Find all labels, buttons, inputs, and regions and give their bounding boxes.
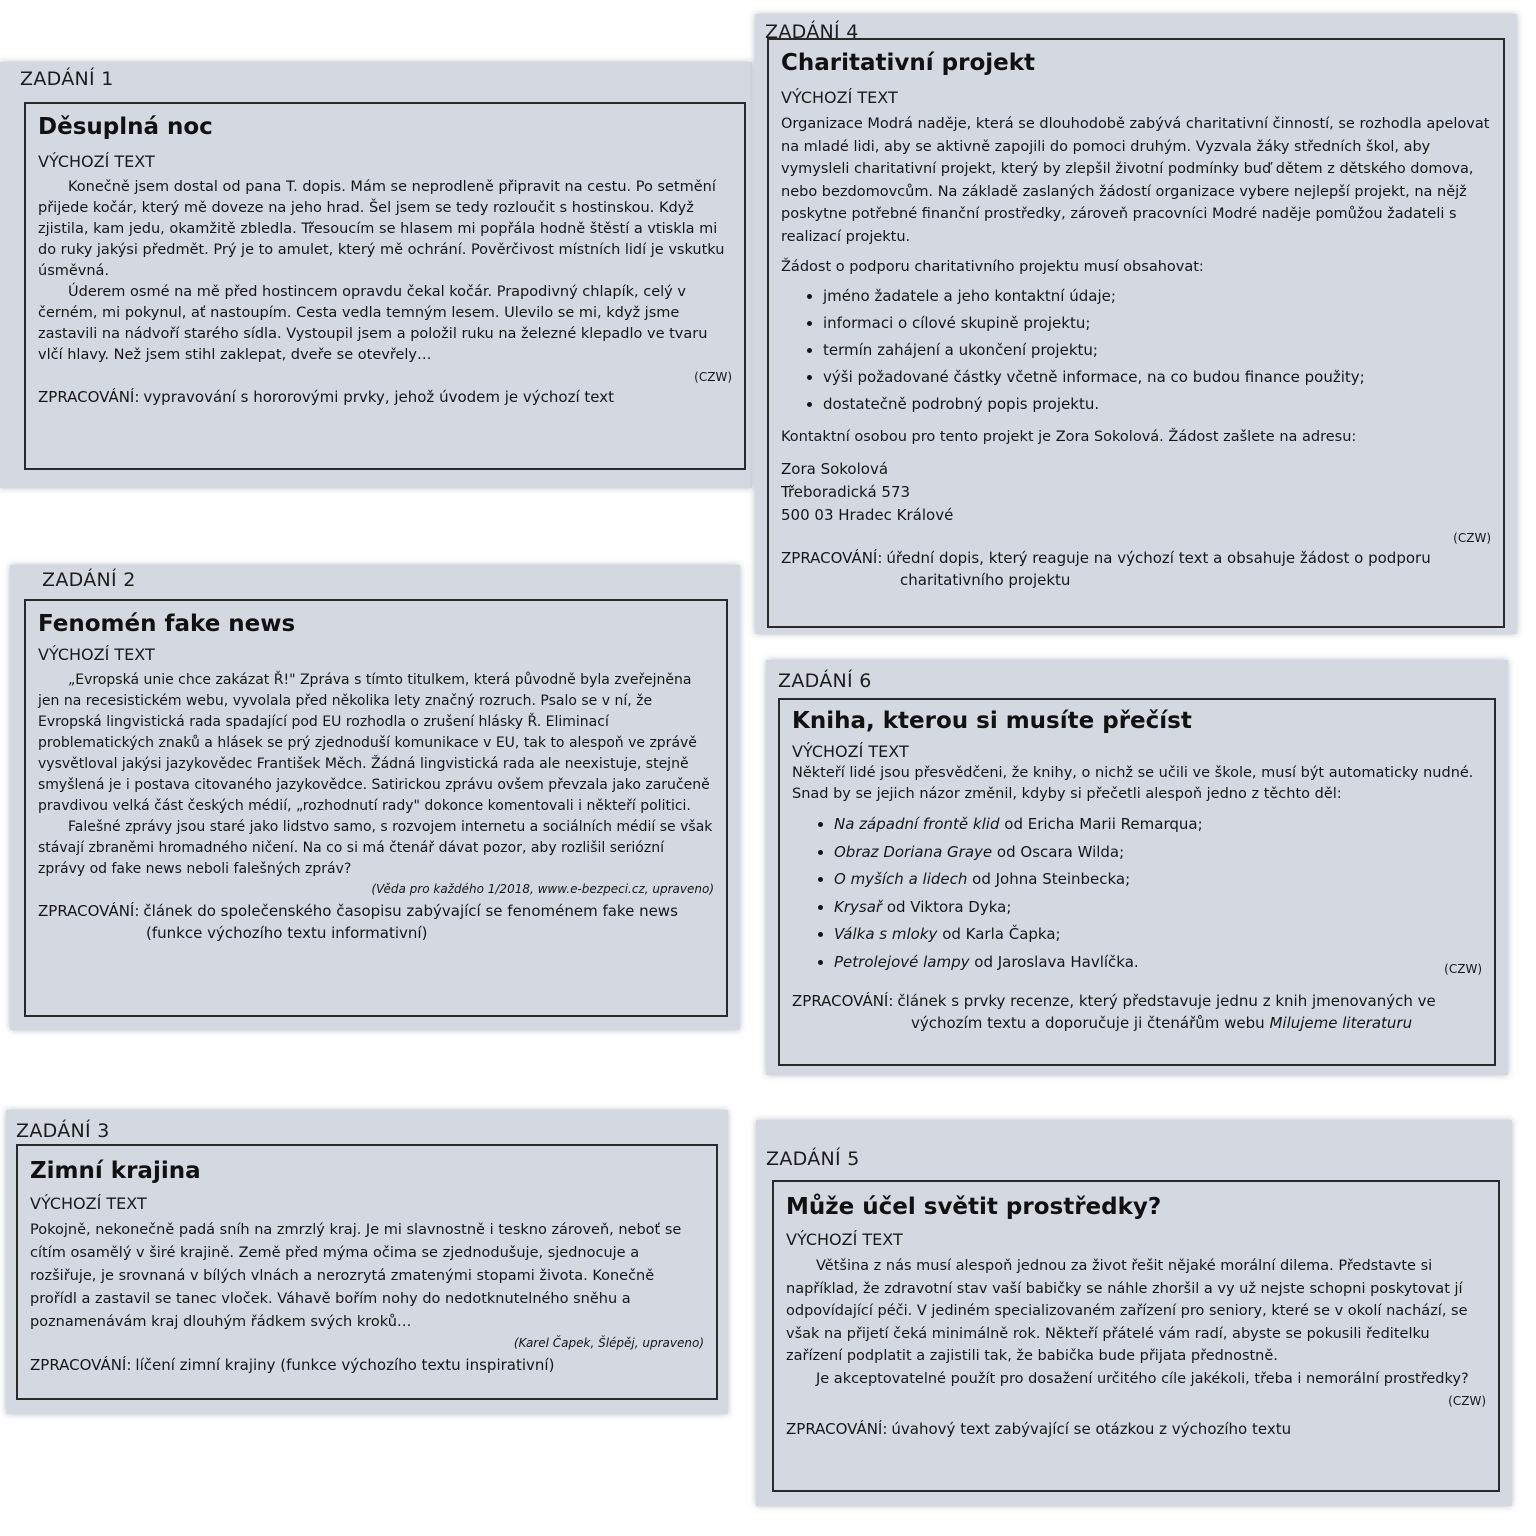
card-zadani-3 bbox=[6, 1110, 728, 1414]
source-paragraph: Většina z nás musí alespoň jednou za život řešit nějaké morální dilema. Představte si například, že zdravotní stav vaší babičky se náhle zhoršil a vy už nejste schopni poskytovat jí odpovídající péči. V jediném specializovaném zařízení pro seniory, které se v okolí nachází, se však na přijetí čeká minimálně rok. Někteří přátelé vám radí, abyste se pokusili ředitelku zařízení podplatit a zajistili tak, že babička bude přijata přednostně. bbox=[786, 1258, 1468, 1364]
source-paragraph: Falešné zprávy jsou staré jako lidstvo samo, s rozvojem internetu a sociálních médií se však stávají zbraněmi hromadného ničení. Na co si má čtenář dávat pozor, aby rozlišil seriózní zprávy od fake news neboli falešných zpráv? bbox=[38, 819, 713, 877]
processing-instruction bbox=[30, 1354, 704, 1376]
source-paragraph: Je akceptovatelné použít pro dosažení určitého cíle jakékoli, třeba i nemorální prostředky? bbox=[816, 1370, 1469, 1387]
address-street: Třeboradická 573 bbox=[781, 483, 911, 501]
section-heading: VÝCHOZÍ TEXT bbox=[38, 645, 155, 664]
processing-label: ZPRACOVÁNÍ: bbox=[38, 902, 140, 920]
source-paragraph: „Evropská unie chce zakázat Ř!" Zpráva s tímto titulkem, která původně byla zveřejněna jen na recesistickém webu, vyvolala před několika lety značný rozruch. Psalo se v ní, že Evropská lingvistická rada spadající pod EU rozhodla o zrušení hlásky Ř. Eliminací problematických znaků a hlásek se prý zjednoduší komunikace v EU, tak to alespoň ve zprávě vysvětloval jakýsi jazykovědec František Měch. Žádná lingvistická rada ale neexistuje, stejně smyšlená je i postava citovaného jazykovědce. Satirickou zprávu ovšem převzala jako zaručeně pravdivou velká část českých médií, „rozhodnutí rady" dokonce komentovali i někteří politici. bbox=[38, 672, 710, 814]
book-author: od Johna Steinbecka; bbox=[972, 870, 1131, 888]
task-title: Může účel světit prostředky? bbox=[786, 1194, 1162, 1220]
list-item bbox=[834, 894, 1482, 922]
task-title: Kniha, kterou si musíte přečíst bbox=[792, 708, 1192, 734]
processing-text: úvahový text zabývající se otázkou z výchozího textu bbox=[891, 1420, 1292, 1438]
card-zadani-2 bbox=[10, 565, 740, 1030]
source-paragraph: Kontaktní osobou pro tento projekt je Zora Sokolová. Žádost zašlete na adresu: bbox=[781, 428, 1357, 445]
task-box bbox=[24, 599, 728, 1017]
processing-label: ZPRACOVÁNÍ: bbox=[781, 549, 883, 567]
task-title: Fenomén fake news bbox=[38, 611, 296, 637]
processing-text: vypravování s hororovými prvky, jehož úvodem je výchozí text bbox=[143, 388, 615, 406]
task-box bbox=[778, 698, 1496, 1066]
address-block bbox=[781, 458, 1491, 527]
task-box bbox=[772, 1180, 1500, 1492]
card-label: ZADÁNÍ 5 bbox=[766, 1148, 860, 1170]
section-heading: VÝCHOZÍ TEXT bbox=[30, 1194, 147, 1213]
source-paragraph: Úderem osmé na mě před hostincem opravdu čekal kočár. Prapodivný chlapík, celý v černém, mi pokynul, ať nastoupím. Cesta vedla temným lesem. Ulevilo se mi, když jsme zastavili na nádvoří starého sídla. Vystoupil jsem a položil ruku na železné klepadlo ve tvaru vlčí hlavy. Než jsem stihl zaklepat, dveře se otevřely… bbox=[38, 284, 708, 363]
card-zadani-1 bbox=[0, 62, 752, 488]
section-heading: VÝCHOZÍ TEXT bbox=[781, 88, 898, 107]
book-author: od Oscara Wilda; bbox=[996, 842, 1125, 861]
source-paragraph: Organizace Modrá naděje, která se dlouhodobě zabývá charitativní činností, se rozhodla apelovat na mladé lidi, aby se aktivně zapojili do pomoci druhým. Vyzvala žáky středních škol, aby vymysleli charitativní projekt, který by zlepšil životní podmínky buď dětem z dětského domova, nebo bezdomovcům. Na základě zaslaných žádostí organizace vybere nejlepší projekt, na nějž poskytne potřebné finanční prostředky, zároveň pracovníci Modré naděje pomůžou žadateli s realizací projektu. bbox=[781, 116, 1490, 245]
source-tag: (CZW) bbox=[1444, 962, 1482, 976]
processing-label: ZPRACOVÁNÍ: bbox=[786, 1420, 888, 1438]
processing-text: úřední dopis, který reaguje na výchozí text a obsahuje žádost o podporu bbox=[886, 549, 1431, 567]
source-paragraph: Pokojně, nekonečně padá sníh na zmrzlý kraj. Je mi slavnostně i teskno zároveň, neboť se cítím osamělý v širé krajině. Země před mýma očima se zjednodušuje, sjednocuje a rozšiřuje, je srovnaná v bílých vlnách a nerozrytá zmatenými stopami života. Konečně prořídl a zastavil se tanec vloček. Váhavě bořím nohy do nedotknutelného sněhu a poznamenávám kraj dlouhým řádkem svých kroků… bbox=[30, 1222, 682, 1330]
list-item bbox=[834, 866, 1482, 894]
task-title: Děsuplná noc bbox=[38, 114, 213, 140]
card-label: ZADÁNÍ 4 bbox=[765, 21, 859, 43]
section-heading: VÝCHOZÍ TEXT bbox=[792, 742, 909, 761]
book-title: Obraz Doriana Graye bbox=[834, 842, 993, 861]
source-tag: (CZW) bbox=[1453, 531, 1491, 545]
processing-instruction bbox=[792, 990, 1482, 1012]
book-author: od Jaroslava Havlíčka. bbox=[974, 952, 1139, 971]
task-title: Zimní krajina bbox=[30, 1158, 201, 1184]
list-item bbox=[834, 839, 1482, 867]
list-item: • jméno žadatele a jeho kontaktní údaje; bbox=[823, 283, 1491, 310]
list-item: • termín zahájení a ukončení projektu; bbox=[823, 337, 1491, 364]
website-name: Milujeme literaturu bbox=[1269, 1014, 1413, 1032]
card-label: ZADÁNÍ 3 bbox=[16, 1120, 110, 1142]
processing-text: článek do společenského časopisu zabývající se fenoménem fake news bbox=[143, 902, 678, 920]
section-heading: VÝCHOZÍ TEXT bbox=[38, 152, 155, 171]
card-label: ZADÁNÍ 1 bbox=[20, 68, 114, 90]
card-label: ZADÁNÍ 6 bbox=[778, 670, 872, 692]
book-title: Na západní frontě klid bbox=[834, 815, 1000, 833]
processing-text-continued: charitativního projektu bbox=[900, 571, 1071, 589]
card-zadani-5 bbox=[756, 1120, 1512, 1506]
processing-text: líčení zimní krajiny (funkce výchozího textu inspirativní) bbox=[135, 1356, 555, 1374]
task-title: Charitativní projekt bbox=[781, 50, 1036, 76]
book-title: Válka s mloky bbox=[834, 925, 938, 943]
processing-instruction bbox=[786, 1418, 1486, 1440]
source-paragraph: Konečně jsem dostal od pana T. dopis. Mám se neprodleně připravit na cestu. Po setmění přijede kočár, který mě doveze na jeho hrad. Šel jsem se tedy rozloučit s hostinskou. Když zjistila, kam jedu, okamžitě zbledla. Třesoucím se hlasem mi popřála hodně štěstí a vtiskla mi do ruky jakýsi předmět. Prý je to amulet, který mě ochrání. Pověrčivost místních lidí je vskutku úsměvná. bbox=[38, 179, 725, 279]
source-citation: (Karel Čapek, Šlépěj, upraveno) bbox=[513, 1336, 704, 1350]
source-tag: (CZW) bbox=[1448, 1394, 1486, 1408]
task-box bbox=[24, 102, 746, 470]
book-title: Petrolejové lampy bbox=[834, 952, 970, 971]
processing-text: výchozím textu a doporučuje ji čtenářům webu bbox=[911, 1014, 1270, 1032]
task-box bbox=[767, 38, 1505, 628]
processing-text-continued bbox=[792, 1012, 1482, 1034]
processing-instruction bbox=[38, 386, 732, 408]
address-name: Zora Sokolová bbox=[781, 460, 889, 478]
task-box bbox=[16, 1144, 718, 1400]
processing-text-continued: (funkce výchozího textu informativní) bbox=[146, 924, 428, 942]
address-city: 500 03 Hradec Králové bbox=[781, 506, 954, 524]
processing-text: článek s prvky recenze, který představuje jednu z knih jmenovaných ve bbox=[897, 992, 1436, 1010]
processing-label: ZPRACOVÁNÍ: bbox=[38, 388, 140, 406]
book-list bbox=[792, 811, 1482, 976]
processing-label: ZPRACOVÁNÍ: bbox=[792, 992, 894, 1010]
source-paragraph: Někteří lidé jsou přesvědčeni, že knihy, o nichž se učili ve škole, musí být automaticky nudné. Snad by se jejich názor změnil, kdyby si přečetli alespoň jedno z těchto děl: bbox=[792, 765, 1474, 802]
list-item: • informaci o cílové skupině projektu; bbox=[823, 310, 1491, 337]
list-item: • dostatečně podrobný popis projektu. bbox=[823, 391, 1491, 418]
section-heading: VÝCHOZÍ TEXT bbox=[786, 1230, 903, 1249]
source-paragraph: Žádost o podporu charitativního projektu musí obsahovat: bbox=[781, 259, 1204, 275]
processing-instruction bbox=[781, 547, 1491, 569]
source-citation: (Věda pro každého 1/2018, www.e-bezpeci.cz, upraveno) bbox=[371, 882, 714, 896]
book-title: O myších a lidech bbox=[834, 870, 968, 888]
card-zadani-4 bbox=[755, 14, 1517, 634]
list-item: • výši požadované částky včetně informace, na co budou finance použity; bbox=[823, 364, 1491, 391]
list-item bbox=[834, 921, 1482, 949]
card-zadani-6 bbox=[766, 660, 1508, 1075]
processing-instruction bbox=[38, 900, 714, 922]
card-label: ZADÁNÍ 2 bbox=[42, 569, 136, 591]
book-title: Krysař bbox=[834, 897, 883, 916]
requirements-list bbox=[781, 283, 1491, 418]
book-author: od Viktora Dyka; bbox=[886, 897, 1012, 916]
source-tag: (CZW) bbox=[694, 370, 732, 384]
list-item bbox=[834, 811, 1482, 839]
processing-label: ZPRACOVÁNÍ: bbox=[30, 1356, 132, 1374]
book-author: od Ericha Marii Remarqua; bbox=[1004, 815, 1203, 833]
book-author: od Karla Čapka; bbox=[942, 925, 1061, 943]
